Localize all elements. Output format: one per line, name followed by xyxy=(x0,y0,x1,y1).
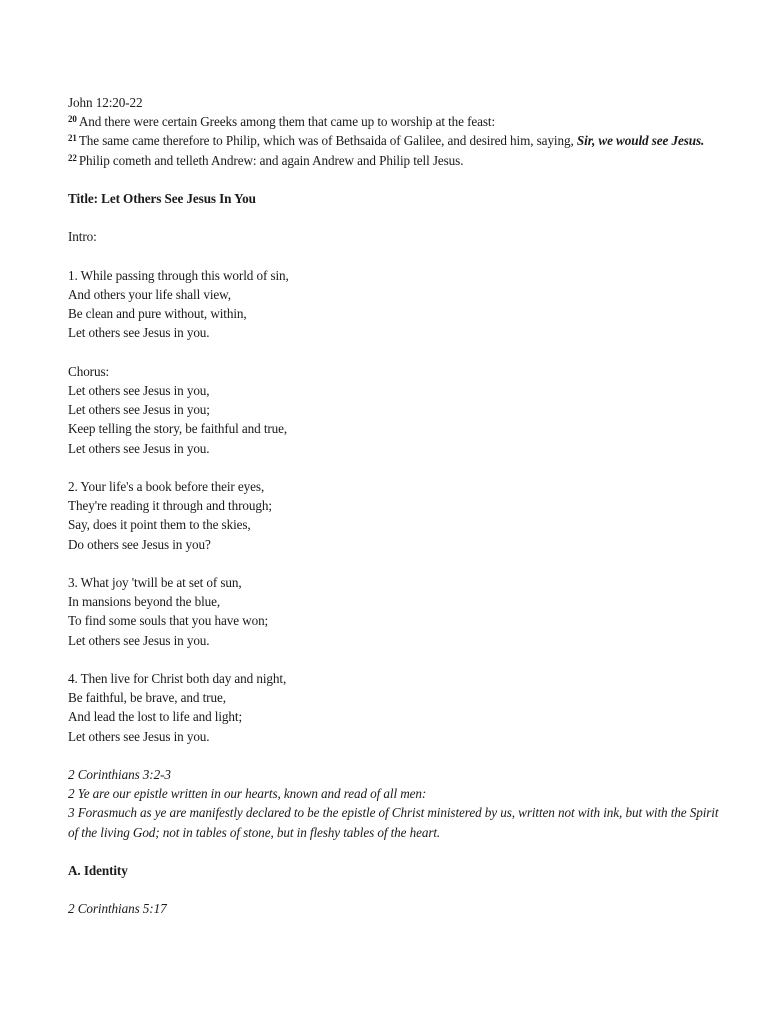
document-content xyxy=(68,93,728,919)
verse-text: Philip cometh and telleth Andrew: and again Andrew and Philip tell Jesus. xyxy=(78,152,464,168)
sermon-title: Title: Let Others See Jesus In You xyxy=(68,191,256,206)
stanza-3 xyxy=(68,573,728,650)
chorus-label: Chorus: xyxy=(68,363,110,379)
stanza-1 xyxy=(68,266,728,343)
stanza-line: 3. What joy 'twill be at set of sun, xyxy=(68,574,242,590)
chorus-line: Keep telling the story, be faithful and true, xyxy=(68,421,288,437)
verse-text: And there were certain Greeks among them that came up to worship at the feast: xyxy=(78,114,496,130)
verse-21 xyxy=(68,131,728,150)
stanza-line: Let others see Jesus in you. xyxy=(68,325,210,341)
stanza-line: To find some souls that you have won; xyxy=(68,613,269,629)
section-heading: A. Identity xyxy=(68,862,128,878)
stanza-line: Be clean and pure without, within, xyxy=(68,306,247,322)
passage-verse: 2 Ye are our epistle written in our hearts, known and read of all men: xyxy=(68,786,427,802)
stanza-line: Let others see Jesus in you. xyxy=(68,728,210,744)
stanza-line: 1. While passing through this world of sin, xyxy=(68,267,289,283)
stanza-2 xyxy=(68,477,728,554)
stanza-line: Be faithful, be brave, and true, xyxy=(68,690,226,706)
chorus-line: Let others see Jesus in you, xyxy=(68,382,210,398)
verse-number: 21 xyxy=(68,133,77,144)
stanza-line: In mansions beyond the blue, xyxy=(68,594,221,610)
scripture-reference: John 12:20-22 xyxy=(68,95,143,110)
chorus-line: Let others see Jesus in you; xyxy=(68,402,210,418)
stanza-line: They're reading it through and through; xyxy=(68,498,272,514)
intro-label: Intro: xyxy=(68,229,97,245)
stanza-line: 4. Then live for Christ both day and night, xyxy=(68,670,287,686)
verse-text: The same came therefore to Philip, which was of Bethsaida of Galilee, and desired him, saying, xyxy=(78,133,574,149)
stanza-4 xyxy=(68,669,728,746)
stanza-line: Do others see Jesus in you? xyxy=(68,536,211,552)
verse-number: 22 xyxy=(68,152,77,163)
stanza-line: 2. Your life's a book before their eyes, xyxy=(68,478,265,494)
chorus-line: Let others see Jesus in you. xyxy=(68,440,210,456)
stanza-line: And lead the lost to life and light; xyxy=(68,709,243,725)
stanza-line: Say, does it point them to the skies, xyxy=(68,517,251,533)
corinthians-passage xyxy=(68,765,728,842)
verse-emphasis: Sir, we would see Jesus. xyxy=(576,133,705,149)
stanza-line: Let others see Jesus in you. xyxy=(68,632,210,648)
stanza-line: And others your life shall view, xyxy=(68,286,231,302)
passage-reference: 2 Corinthians 3:2-3 xyxy=(68,766,171,782)
passage-reference: 2 Corinthians 5:17 xyxy=(68,901,167,917)
verse-20 xyxy=(68,112,728,131)
verse-22 xyxy=(68,151,728,170)
verse-number: 20 xyxy=(68,114,77,125)
passage-verse: 3 Forasmuch as ye are manifestly declared to be the epistle of Christ ministered by us, written not with ink, but with the Spirit of the living God; not in tables of stone, but in fleshy tables of the heart. xyxy=(68,805,719,840)
chorus xyxy=(68,362,728,458)
